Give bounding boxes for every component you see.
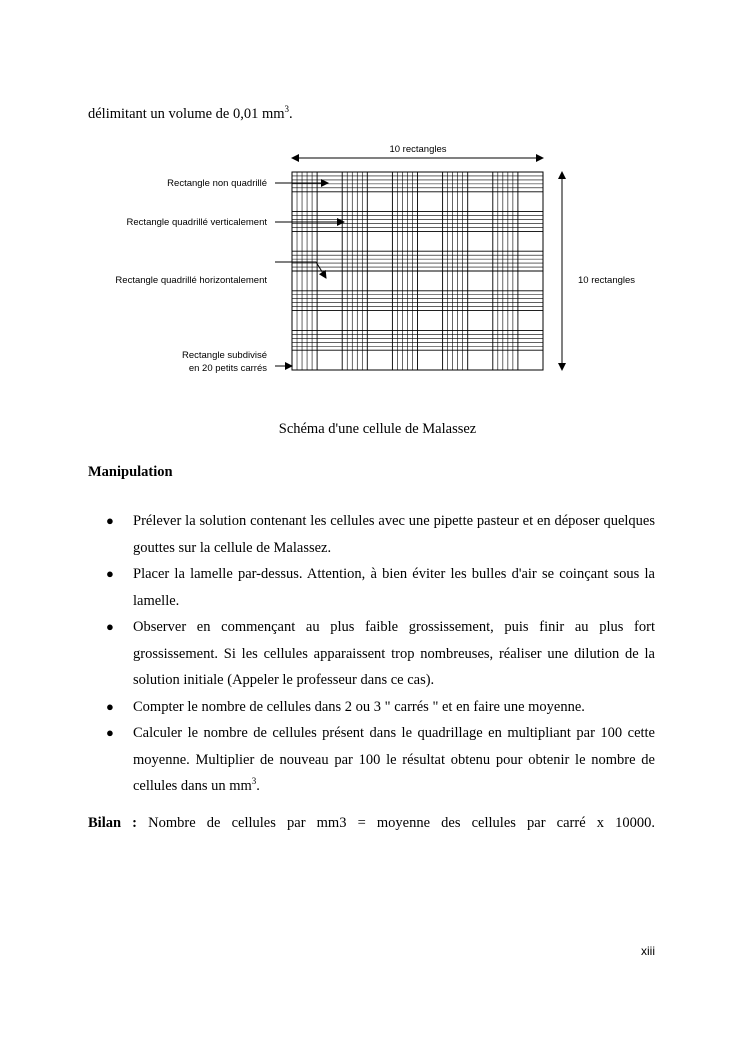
right-dimension-label: 10 rectangles <box>578 275 636 286</box>
bullet-icon: ● <box>106 725 114 740</box>
malassez-grid <box>292 172 543 370</box>
list-item: ● Compter le nombre de cellules dans 2 ou 3 " carrés " et en faire une moyenne. <box>88 694 655 721</box>
section-heading: Manipulation <box>88 464 173 480</box>
bilan-line <box>88 815 655 832</box>
top-dimension-label: 10 rectangles <box>389 144 447 155</box>
bullet-icon: ● <box>106 698 114 714</box>
page-number: xiii <box>641 944 655 958</box>
diagram-caption: Schéma d'une cellule de Malassez <box>278 421 477 437</box>
bilan-label: Bilan : <box>88 815 137 831</box>
label-subdivise-1: Rectangle subdivisé <box>181 350 267 361</box>
list-item: ● Calculer le nombre de cellules présent dans le quadrillage en multipliant par 100 cette moyenne. Multiplier de nouveau par 100 le résultat obtenu pour obtenir le nombre de cellules dans un $mm^3$. <box>88 720 655 800</box>
bilan-text: Nombre de cellules par mm3 = moyenne des cellules par carré x 10000. <box>148 815 656 831</box>
instruction-list <box>88 508 655 800</box>
bullet-icon: ● <box>106 566 114 581</box>
list-item: ● Observer en commençant au plus faible grossissement, puis finir au plus fort grossissement. Si les cellules apparaissent trop nombreuses, réaliser une dilution de la solution initiale (Appeler le professeur dans ce cas). <box>88 614 655 694</box>
list-item: ● Placer la lamelle par-dessus. Attention, à bien éviter les bulles d'air se coinçant sous la lamelle. <box>88 561 655 614</box>
list-item: ● Prélever la solution contenant les cellules avec une pipette pasteur et en déposer quelques gouttes sur la cellule de Malassez. <box>88 508 655 561</box>
label-quadrille-horizontal: Rectangle quadrillé horizontalement <box>115 275 267 286</box>
bullet-icon: ● <box>106 513 114 528</box>
label-non-quadrille: Rectangle non quadrillé <box>167 178 267 189</box>
label-quadrille-vertical: Rectangle quadrillé verticalement <box>126 217 267 228</box>
bullet-icon: ● <box>106 619 114 634</box>
malassez-diagram <box>0 0 745 420</box>
intro-text: délimitant un volume de 0,01 $mm^3$. <box>88 104 293 122</box>
label-subdivise-2: en 20 petits carrés <box>188 363 267 374</box>
pointer-quadrille-horizontal <box>275 262 326 278</box>
